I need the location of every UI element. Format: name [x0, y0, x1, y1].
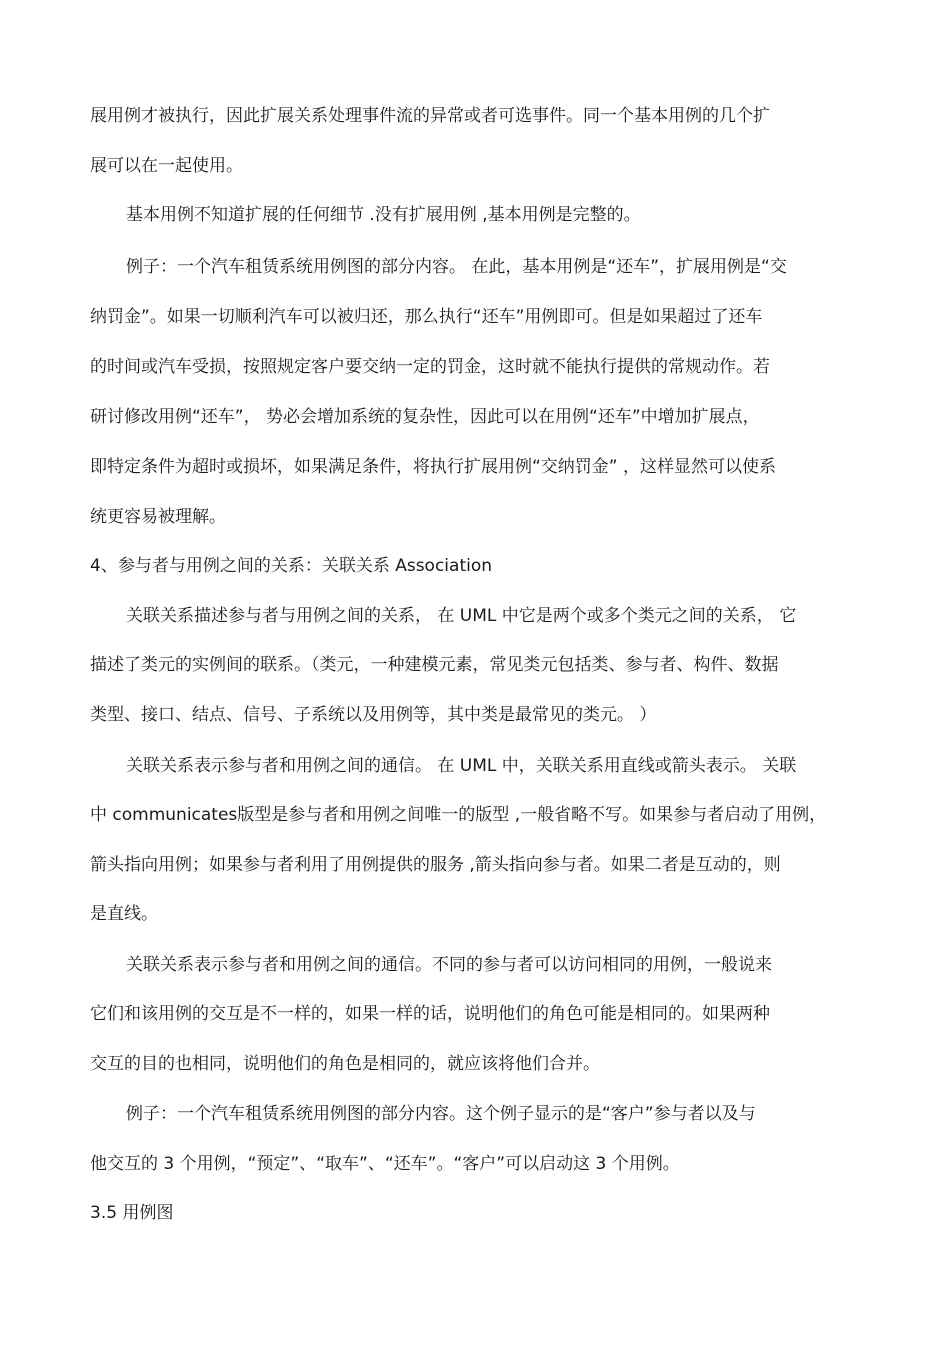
- text-line: 展可以在一起使用。: [90, 156, 243, 176]
- text-line: 即特定条件为超时或损坏，如果满足条件，将执行扩展用例“交纳罚金” ，这样显然可以使系: [90, 457, 777, 477]
- text-line: 中 communicates版型是参与者和用例之间唯一的版型 ,一般省略不写。如果参与者启动了用例，: [90, 805, 827, 825]
- text-line: 统更容易被理解。: [90, 507, 226, 527]
- text-line: 关联关系表示参与者和用例之间的通信。不同的参与者可以访问相同的用例，一般说来: [126, 955, 772, 975]
- text-line: 基本用例不知道扩展的任何细节 .没有扩展用例 ,基本用例是完整的。: [126, 205, 641, 225]
- text-line: 类型、接口、结点、信号、子系统以及用例等，其中类是最常见的类元。 ）: [90, 705, 657, 725]
- section-heading: 3.5 用例图: [90, 1203, 174, 1223]
- text-line: 研讨修改用例“还车”， 势必会增加系统的复杂性，因此可以在用例“还车”中增加扩展点，: [90, 407, 760, 427]
- text-line: 他交互的 3 个用例，“预定”、“取车”、“还车”。“客户”可以启动这 3 个用例。: [90, 1154, 680, 1174]
- text-line: 展用例才被执行，因此扩展关系处理事件流的异常或者可选事件。同一个基本用例的几个扩: [90, 106, 770, 126]
- text-line: 它们和该用例的交互是不一样的，如果一样的话，说明他们的角色可能是相同的。如果两种: [90, 1004, 770, 1024]
- text-line: 关联关系描述参与者与用例之间的关系， 在 UML 中它是两个或多个类元之间的关系， 它: [126, 606, 797, 626]
- section-heading: 4、参与者与用例之间的关系：关联关系 Association: [90, 556, 493, 576]
- text-line: 例子：一个汽车租赁系统用例图的部分内容。这个例子显示的是“客户”参与者以及与: [126, 1104, 756, 1124]
- text-line: 是直线。: [90, 904, 158, 924]
- text-line: 交互的目的也相同，说明他们的角色是相同的，就应该将他们合并。: [90, 1054, 600, 1074]
- text-line: 纳罚金”。如果一切顺利汽车可以被归还，那么执行“还车”用例即可。但是如果超过了还车: [90, 307, 763, 327]
- text-line: 关联关系表示参与者和用例之间的通信。 在 UML 中，关联关系用直线或箭头表示。 关联: [126, 756, 797, 776]
- text-line: 的时间或汽车受损，按照规定客户要交纳一定的罚金，这时就不能执行提供的常规动作。若: [90, 357, 770, 377]
- text-line: 箭头指向用例；如果参与者利用了用例提供的服务 ,箭头指向参与者。如果二者是互动的，则: [90, 855, 781, 875]
- text-line: 例子：一个汽车租赁系统用例图的部分内容。 在此，基本用例是“还车”，扩展用例是“交: [126, 257, 787, 277]
- text-line: 描述了类元的实例间的联系。（类元，一种建模元素，常见类元包括类、参与者、构件、数据: [90, 655, 779, 675]
